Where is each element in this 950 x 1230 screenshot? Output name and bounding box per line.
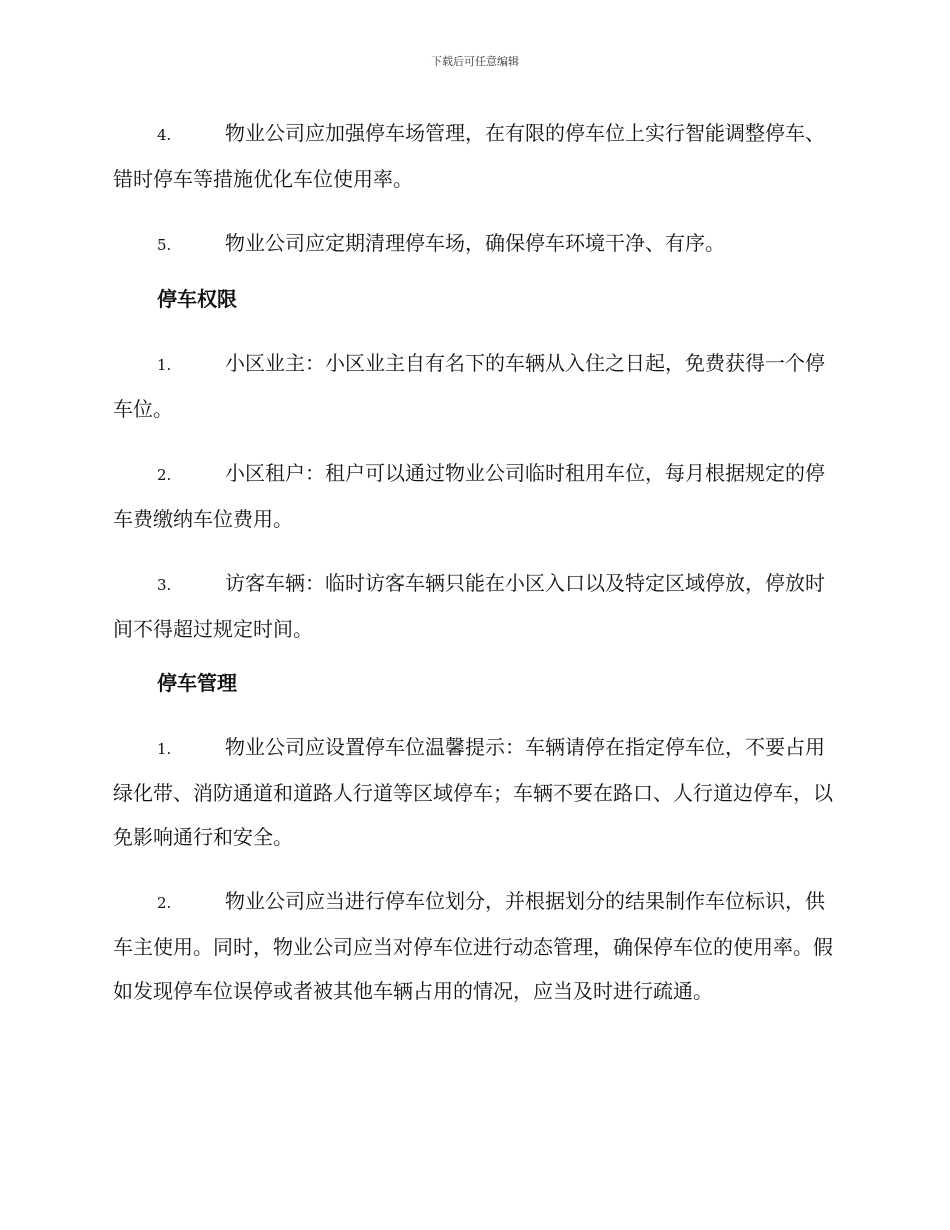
item-number: 2. [157, 466, 172, 484]
item-text: 物业公司应定期清理停车场，确保停车环境干净、有序。 [225, 231, 725, 255]
section-heading-parking-permissions: 停车权限 [157, 287, 237, 311]
list-item [113, 725, 835, 859]
item-number: 3. [157, 576, 172, 594]
item-text: 小区业主：小区业主自有名下的车辆从入住之日起，免费获得一个停车位。 [113, 351, 825, 421]
section-heading-parking-management: 停车管理 [157, 671, 237, 695]
item-number: 1. [157, 740, 172, 758]
item-text: 物业公司应设置停车位温馨提示：车辆请停在指定停车位，不要占用绿化带、消防通道和道路人行道等区域停车；车辆不要在路口、人行道边停车，以免影响通行和安全。 [113, 735, 833, 849]
item-text: 访客车辆：临时访客车辆只能在小区入口以及特定区域停放，停放时间不得超过规定时间。 [113, 571, 825, 641]
list-item [113, 221, 835, 267]
list-item [113, 341, 835, 431]
item-text: 物业公司应当进行停车位划分，并根据划分的结果制作车位标识，供车主使用。同时，物业公司应当对停车位进行动态管理，确保停车位的使用率。假如发现停车位误停或者被其他车辆占用的情况，应当及时进行疏通。 [113, 889, 833, 1003]
page-header: 下载后可任意编辑 [431, 55, 519, 68]
item-number: 5. [157, 236, 172, 254]
list-item [113, 451, 835, 541]
item-text: 物业公司应加强停车场管理，在有限的停车位上实行智能调整停车、错时停车等措施优化车位使用率。 [113, 121, 825, 191]
list-item [113, 879, 835, 1013]
document-body [113, 111, 835, 1023]
item-text: 小区租户：租户可以通过物业公司临时租用车位，每月根据规定的停车费缴纳车位费用。 [113, 461, 825, 531]
list-item [113, 561, 835, 651]
item-number: 1. [157, 356, 172, 374]
item-number: 4. [157, 126, 172, 144]
item-number: 2. [157, 894, 172, 912]
list-item [113, 111, 835, 201]
